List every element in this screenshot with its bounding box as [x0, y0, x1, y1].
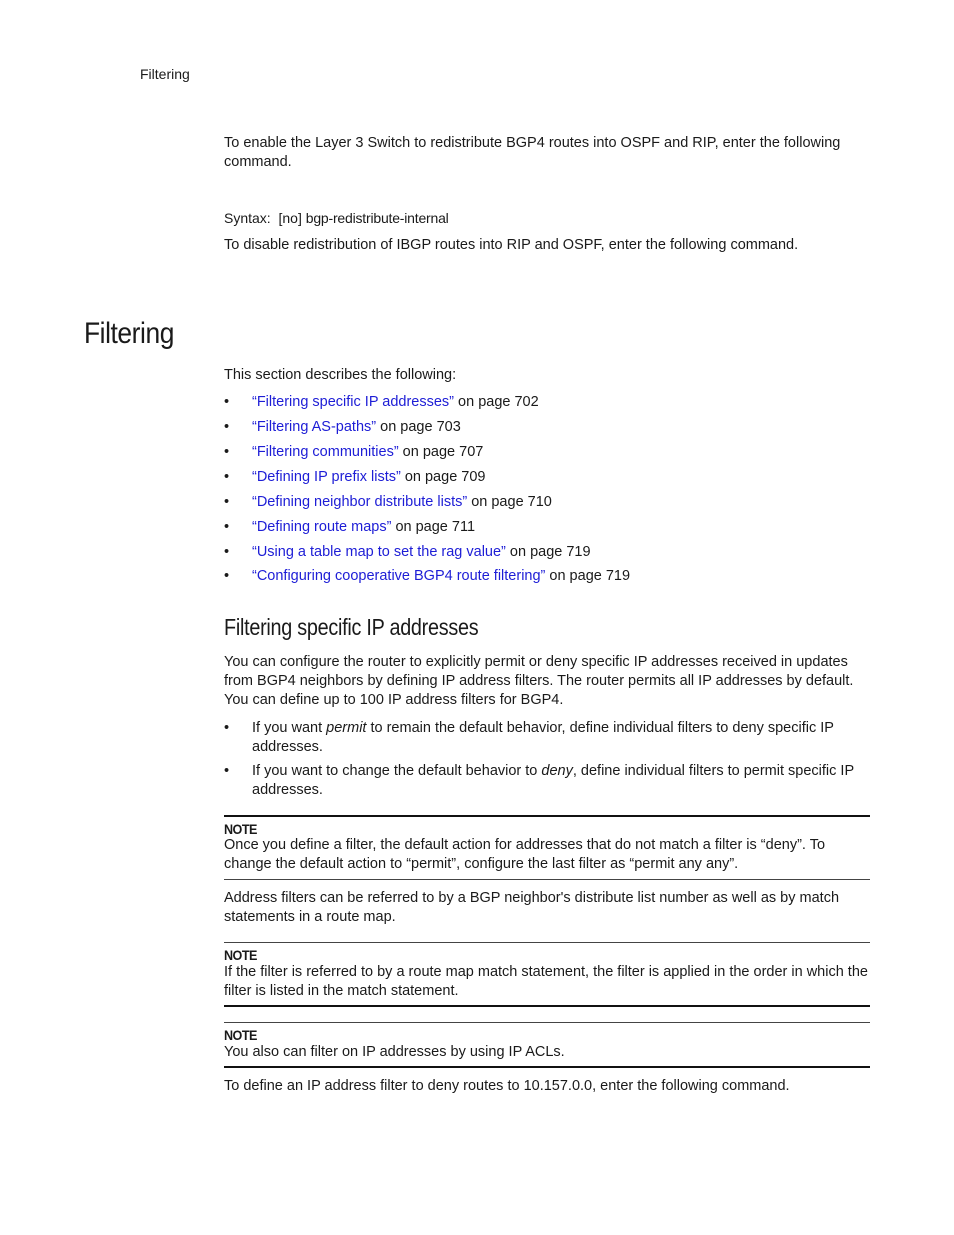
link-filtering-specific-ip[interactable]: “Filtering specific IP addresses” [252, 394, 455, 410]
bullet-icon: • [224, 763, 230, 779]
cross-reference-list [224, 393, 872, 583]
section-title: Filtering [84, 317, 174, 350]
page-ref: on page 710 [467, 494, 552, 510]
note-label: NOTE [224, 821, 257, 837]
note-bottom-rule [224, 879, 870, 880]
link-defining-route-maps[interactable]: “Defining route maps” [252, 519, 392, 535]
disable-paragraph: To disable redistribution of IBGP routes into RIP and OSPF, enter the following command. [224, 237, 799, 253]
note-label: NOTE [224, 1027, 257, 1043]
address-filters-paragraph: Address filters can be referred to by a BGP neighbor's distribute list number as well as by match statements in a route map. [224, 890, 840, 925]
page-ref: on page 707 [398, 444, 484, 460]
link-table-map-rag-value[interactable]: “Using a table map to set the rag value” [252, 544, 506, 560]
page-ref: on page 719 [505, 544, 591, 560]
note-top-rule [224, 815, 870, 817]
bullet-icon: • [224, 469, 230, 485]
bullet-icon: • [224, 394, 230, 410]
bullet-icon: • [224, 444, 230, 460]
bullet-icon: • [224, 568, 230, 584]
page-ref: on page 703 [376, 419, 461, 435]
note-text: You also can filter on IP addresses by using IP ACLs. [224, 1044, 565, 1060]
page-ref: on page 711 [391, 519, 476, 535]
running-header: Filtering [140, 66, 190, 82]
note-top-rule [224, 1022, 870, 1023]
link-cooperative-bgp4-filtering[interactable]: “Configuring cooperative BGP4 route filtering” [252, 568, 546, 584]
link-filtering-as-paths[interactable]: “Filtering AS-paths” [252, 419, 377, 435]
bullet-icon: • [224, 720, 230, 736]
intro-paragraph: To enable the Layer 3 Switch to redistribute BGP4 routes into OSPF and RIP, enter the following command. [224, 135, 841, 170]
link-filtering-communities[interactable]: “Filtering communities” [252, 444, 399, 460]
syntax-command: bgp-redistribute-internal [305, 210, 449, 226]
section-lead: This section describes the following: [224, 367, 457, 383]
link-defining-neighbor-distribute-lists[interactable]: “Defining neighbor distribute lists” [252, 494, 468, 510]
note-top-rule [224, 942, 870, 943]
syntax-label: Syntax: [224, 210, 271, 226]
bullet-icon: • [224, 494, 230, 510]
define-filter-paragraph: To define an IP address filter to deny routes to 10.157.0.0, enter the following command. [224, 1078, 790, 1094]
note-text: Once you define a filter, the default action for addresses that do not match a filter is “deny”. To change the default action to “permit”, configure the last filter as “permit any any”. [224, 837, 826, 872]
bullet-icon: • [224, 419, 230, 435]
page-ref: on page 719 [545, 568, 631, 584]
page-ref: on page 709 [400, 469, 486, 485]
syntax-optional: [no] [278, 210, 302, 226]
filters-paragraph: You can configure the router to explicitly permit or deny specific IP addresses received in updates from BGP4 neighbors by defining IP address filters. The router permits all IP addresses by default. You can define up to 100 IP address filters for BGP4. [224, 654, 854, 708]
note-label: NOTE [224, 947, 257, 963]
syntax-line [224, 209, 872, 228]
behavior-bullet-list [224, 719, 872, 803]
note-bottom-rule [224, 1005, 870, 1007]
note-bottom-rule [224, 1066, 870, 1068]
note-text: If the filter is referred to by a route map match statement, the filter is applied in the order in which the filter is listed in the match statement. [224, 964, 868, 999]
bullet-text-permit: If you want permit to remain the default behavior, define individual filters to deny specific IP addresses. [252, 720, 834, 755]
emphasis-deny: deny [541, 763, 573, 779]
page-ref: on page 702 [454, 394, 539, 410]
bullet-icon: • [224, 519, 230, 535]
subsection-title: Filtering specific IP addresses [224, 614, 479, 640]
bullet-text-deny: If you want to change the default behavior to deny, define individual filters to permit specific IP addresses. [252, 763, 854, 798]
emphasis-permit: permit [326, 720, 367, 736]
bullet-icon: • [224, 544, 230, 560]
link-defining-ip-prefix-lists[interactable]: “Defining IP prefix lists” [252, 469, 401, 485]
